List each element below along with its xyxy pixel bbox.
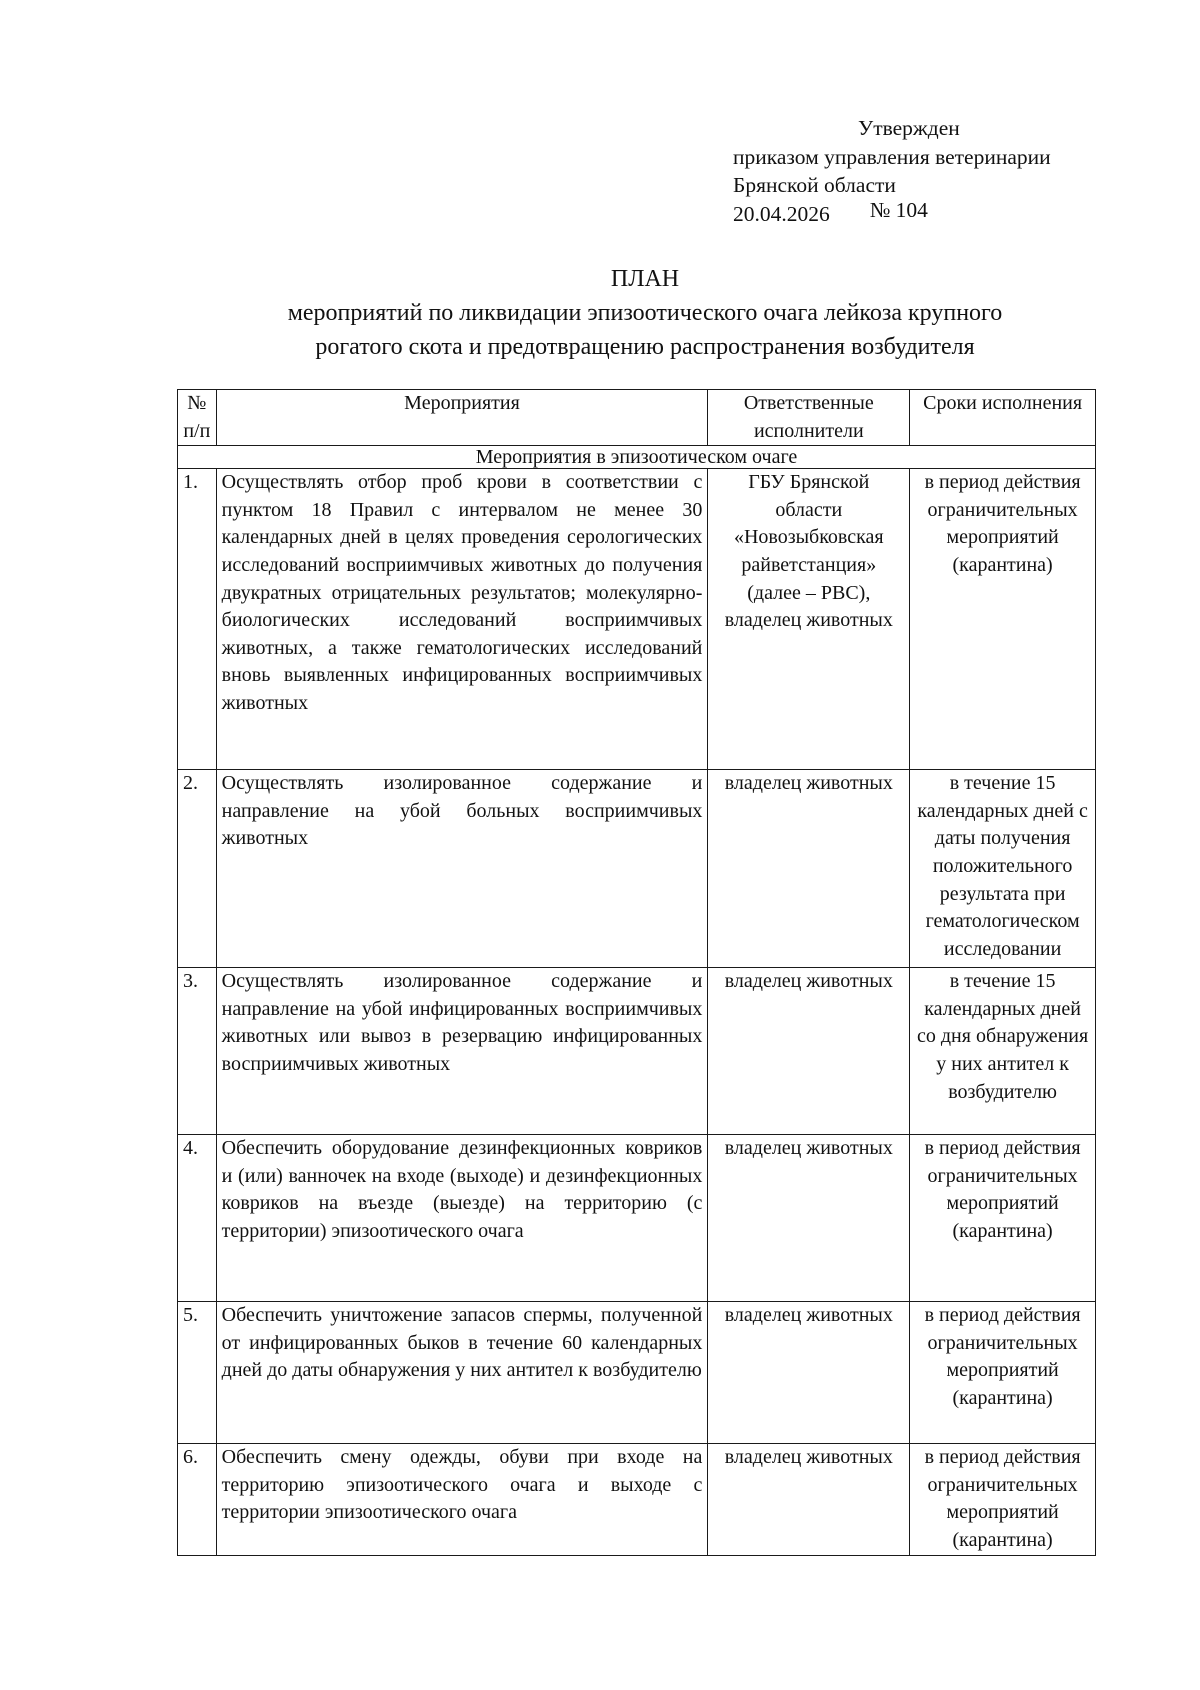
table-row — [178, 1135, 1096, 1302]
table-row — [178, 770, 1096, 968]
row-term: в период действия ограничительных мероприятий (карантина) — [910, 1302, 1096, 1444]
row-number: 4. — [178, 1135, 217, 1302]
header-num: № п/п — [178, 390, 217, 446]
table-row — [178, 968, 1096, 1135]
row-number: 5. — [178, 1302, 217, 1444]
section-row — [178, 446, 1096, 469]
approval-region-line: Брянской области — [733, 173, 896, 197]
section-title: Мероприятия в эпизоотическом очаге — [178, 446, 1096, 469]
header-terms: Сроки исполнения — [910, 390, 1096, 446]
row-term: в течение 15 календарных дней со дня обнаружения у них антител к возбудителю — [910, 968, 1096, 1135]
table-row — [178, 469, 1096, 770]
document-title — [0, 262, 1200, 364]
approval-number: № 104 — [869, 197, 928, 222]
approval-date: 20.04.2026 — [733, 201, 830, 226]
approval-heading: Утвержден — [858, 116, 960, 140]
row-term: в течение 15 календарных дней с даты получения положительного результата при гематологическом исследовании — [910, 770, 1096, 968]
row-term: в период действия ограничительных мероприятий (карантина) — [910, 1444, 1096, 1555]
row-responsible: владелец животных — [708, 770, 910, 968]
row-responsible: владелец животных — [708, 968, 910, 1135]
row-responsible: владелец животных — [708, 1302, 910, 1444]
row-measure: Обеспечить уничтожение запасов спермы, полученной от инфицированных быков в течение 60 календарных дней до даты обнаружения у них антител к возбудителю — [216, 1302, 708, 1444]
approval-date-number — [733, 197, 1051, 229]
header-responsible: Ответственные исполнители — [708, 390, 910, 446]
row-number: 1. — [178, 469, 217, 770]
row-number: 6. — [178, 1444, 217, 1555]
table-row — [178, 1444, 1096, 1555]
approval-order-line: приказом управления ветеринарии — [733, 144, 1051, 169]
title-main: ПЛАН — [610, 266, 680, 292]
table-row — [178, 1302, 1096, 1444]
approval-block — [733, 114, 1051, 228]
row-measure: Обеспечить оборудование дезинфекционных ковриков и (или) ванночек на входе (выходе) и дезинфекционных ковриков на въезде (выезде) на территорию (с территории) эпизоотического очага — [216, 1135, 708, 1302]
plan-table — [177, 389, 1096, 1556]
row-responsible: владелец животных — [708, 1444, 910, 1555]
row-measure: Осуществлять изолированное содержание и направление на убой больных восприимчивых животных — [216, 770, 708, 968]
row-term: в период действия ограничительных мероприятий (карантина) — [910, 469, 1096, 770]
title-subtitle-line-1: мероприятий по ликвидации эпизоотического очага лейкоза крупного — [287, 300, 1003, 326]
row-measure: Обеспечить смену одежды, обуви при входе на территорию эпизоотического очага и выходе с территории эпизоотического очага — [216, 1444, 708, 1555]
title-subtitle-line-2: рогатого скота и предотвращению распространения возбудителя — [315, 334, 975, 360]
row-term: в период действия ограничительных мероприятий (карантина) — [910, 1135, 1096, 1302]
row-measure: Осуществлять изолированное содержание и направление на убой инфицированных восприимчивых животных или вывоз в резервацию инфицированных восприимчивых животных — [216, 968, 708, 1135]
row-number: 2. — [178, 770, 217, 968]
row-number: 3. — [178, 968, 217, 1135]
header-measures: Мероприятия — [216, 390, 708, 446]
row-responsible: владелец животных — [708, 1135, 910, 1302]
row-measure: Осуществлять отбор проб крови в соответствии с пунктом 18 Правил с интервалом не менее 30 календарных дней в целях проведения серологических исследований восприимчивых животных до получения двукратных отрицательных результатов; молекулярно-биологических исследований восприимчивых животных, а также гематологических исследований вновь выявленных инфицированных восприимчивых животных — [216, 469, 708, 770]
row-responsible: ГБУ Брянской области «Новозыбковская райветстанция» (далее – РВС), владелец животных — [708, 469, 910, 770]
table-header-row — [178, 390, 1096, 446]
